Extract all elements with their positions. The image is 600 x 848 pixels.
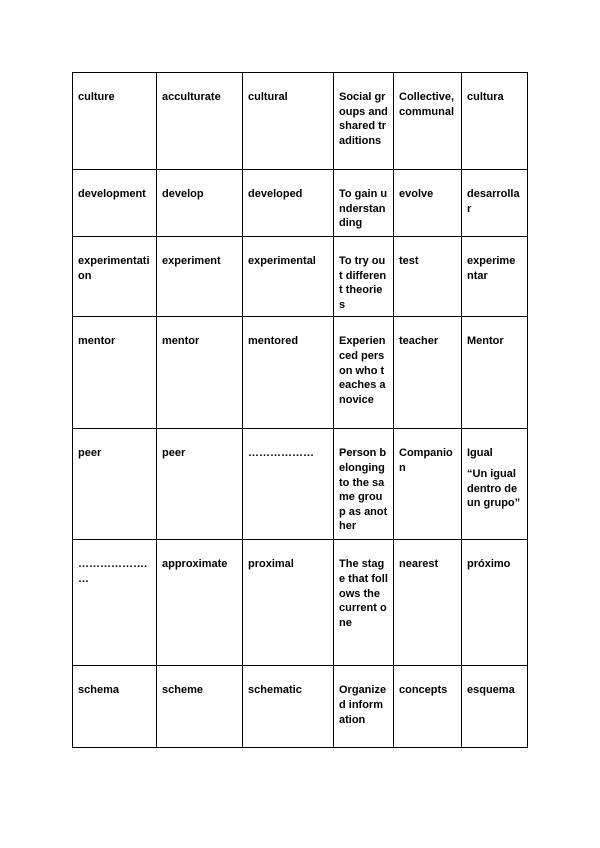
word-cell: experimentation: [73, 237, 157, 317]
word-cell: mentor: [73, 317, 157, 429]
definition-cell: To try out different theories: [334, 237, 394, 317]
spanish-cell: Mentor: [462, 317, 528, 429]
word-cell: development: [73, 170, 157, 237]
verb-cell: develop: [157, 170, 243, 237]
synonym-cell: Companion: [394, 429, 462, 540]
synonym-cell: Collective, communal: [394, 73, 462, 170]
spanish-cell: cultura: [462, 73, 528, 170]
verb-cell: experiment: [157, 237, 243, 317]
verb-cell: acculturate: [157, 73, 243, 170]
synonym-cell: nearest: [394, 540, 462, 666]
table-row: [73, 170, 528, 237]
spanish-cell: experimentar: [462, 237, 528, 317]
definition-cell: Experienced person who teaches a novice: [334, 317, 394, 429]
spanish-cell: [462, 429, 528, 540]
table-row: [73, 666, 528, 748]
adjective-cell: proximal: [243, 540, 334, 666]
word-cell: schema: [73, 666, 157, 748]
adjective-cell: mentored: [243, 317, 334, 429]
adjective-cell: schematic: [243, 666, 334, 748]
spanish-cell: próximo: [462, 540, 528, 666]
table-row: [73, 237, 528, 317]
verb-cell: mentor: [157, 317, 243, 429]
spanish-cell: esquema: [462, 666, 528, 748]
definition-cell: Social groups and shared traditions: [334, 73, 394, 170]
definition-cell: To gain understanding: [334, 170, 394, 237]
synonym-cell: evolve: [394, 170, 462, 237]
table-row: [73, 73, 528, 170]
vocabulary-table: [72, 72, 528, 748]
table-row: [73, 317, 528, 429]
adjective-cell: experimental: [243, 237, 334, 317]
synonym-cell: teacher: [394, 317, 462, 429]
synonym-cell: test: [394, 237, 462, 317]
definition-cell: Organized information: [334, 666, 394, 748]
word-cell: ……………….…: [73, 540, 157, 666]
verb-cell: scheme: [157, 666, 243, 748]
word-cell: peer: [73, 429, 157, 540]
table-row: [73, 429, 528, 540]
spanish-cell: desarrollar: [462, 170, 528, 237]
spanish-term: Igual: [467, 447, 493, 460]
word-cell: culture: [73, 73, 157, 170]
spanish-note: “Un igual dentro de un grupo”: [467, 467, 521, 510]
table-row: [73, 540, 528, 666]
definition-cell: Person belonging to the same group as another: [334, 429, 394, 540]
verb-cell: peer: [157, 429, 243, 540]
adjective-cell: ………………: [243, 429, 334, 540]
verb-cell: approximate: [157, 540, 243, 666]
adjective-cell: cultural: [243, 73, 334, 170]
adjective-cell: developed: [243, 170, 334, 237]
definition-cell: The stage that follows the current one: [334, 540, 394, 666]
synonym-cell: concepts: [394, 666, 462, 748]
